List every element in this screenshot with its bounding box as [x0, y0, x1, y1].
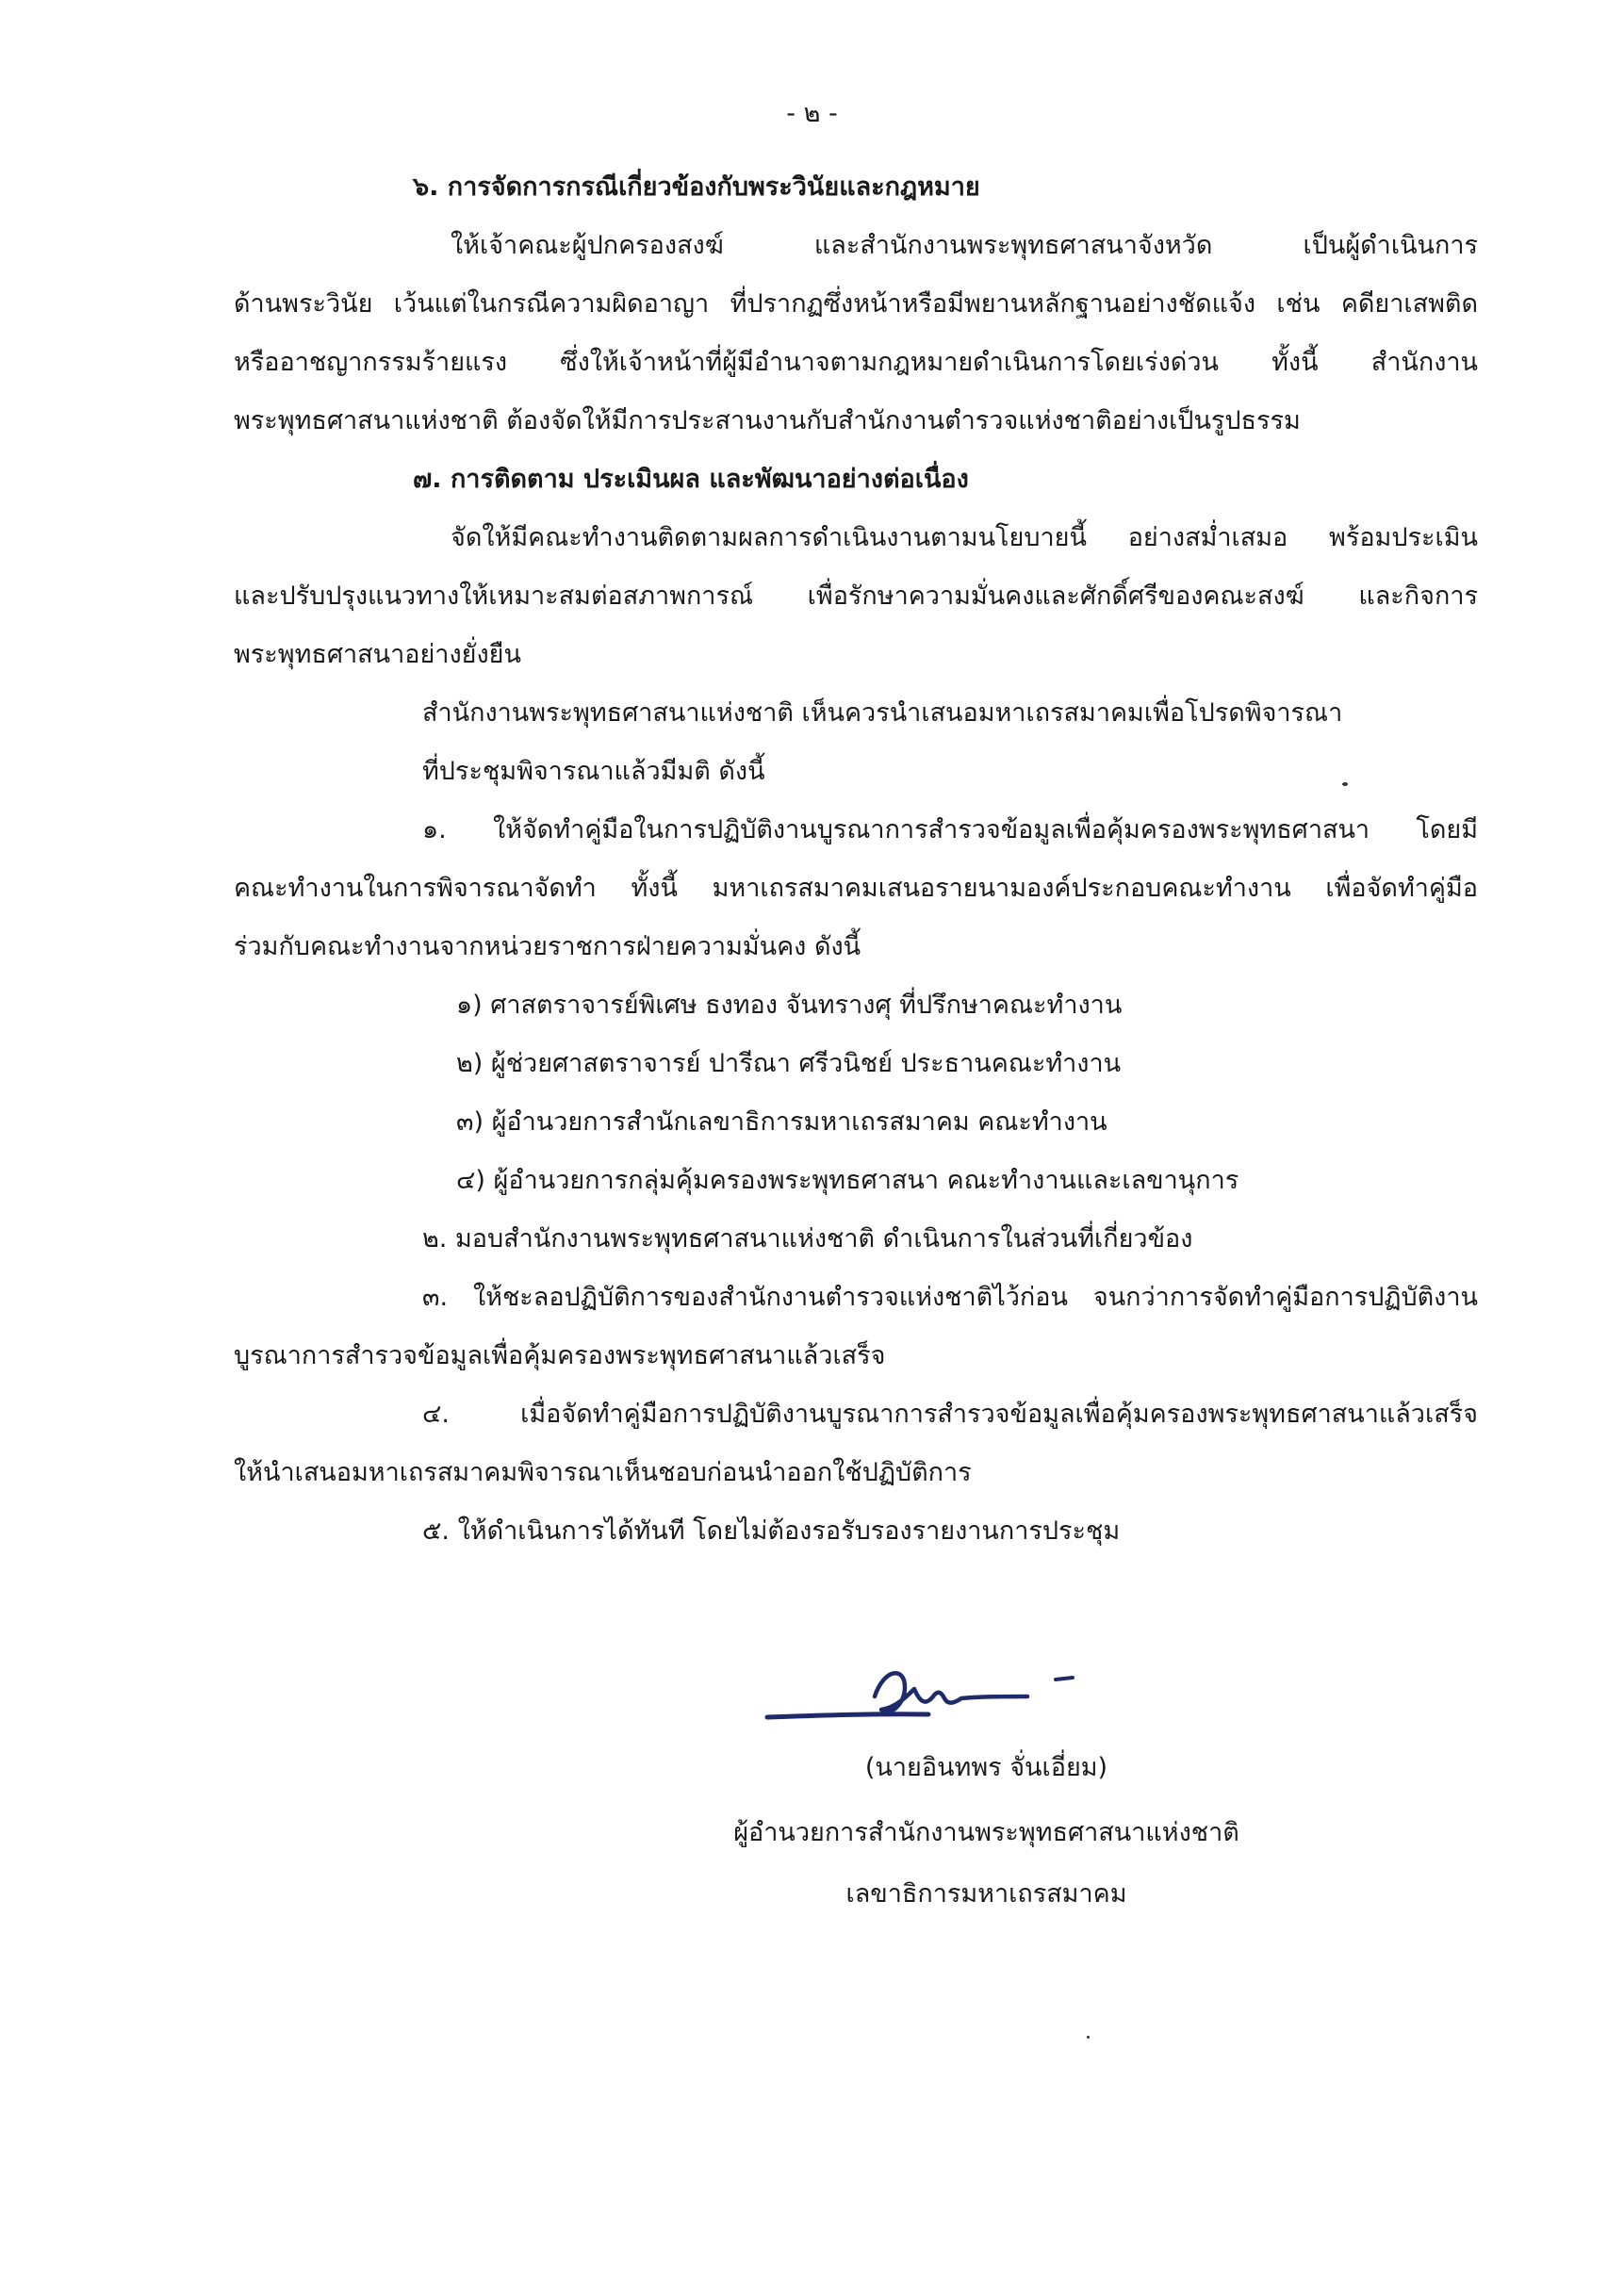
- member-1: ๑) ศาสตราจารย์พิเศษ ธงทอง จันทรางศุ ที่ปรึกษาคณะทำงาน: [456, 991, 1123, 1020]
- resolution-1-line-2: คณะทำงานในการพิจารณาจัดทำ ทั้งนี้ มหาเถรสมาคมเสนอรายนามองค์ประกอบคณะทำงาน เพื่อจัดทำคู่มือ: [234, 874, 1478, 903]
- section7-line-3: พระพุทธศาสนาอย่างยั่งยืน: [234, 640, 521, 669]
- member-2: ๒) ผู้ช่วยศาสตราจารย์ ปารีณา ศรีวนิชย์ ประธานคณะทำงาน: [456, 1049, 1122, 1078]
- section6-line-4: พระพุทธศาสนาแห่งชาติ ต้องจัดให้มีการประสานงานกับสำนักงานตำรวจแห่งชาติอย่างเป็นรูปธรรม: [234, 406, 1301, 435]
- signatory-subtitle: เลขาธิการมหาเถรสมาคม: [845, 1879, 1127, 1909]
- resolution-1-line-3: ร่วมกับคณะทำงานจากหน่วยราชการฝ่ายความมั่นคง ดังนี้: [234, 932, 861, 961]
- resolution-4-line-1: ๔. เมื่อจัดทำคู่มือการปฏิบัติงานบูรณาการสำรวจข้อมูลเพื่อคุ้มครองพระพุทธศาสนาแล้วเสร็จ: [422, 1400, 1478, 1429]
- signatory-title: ผู้อำนวยการสำนักงานพระพุทธศาสนาแห่งชาติ: [733, 1818, 1239, 1847]
- resolution-4-line-2: ให้นำเสนอมหาเถรสมาคมพิจารณาเห็นชอบก่อนนำออกใช้ปฏิบัติการ: [234, 1458, 972, 1487]
- resolution-3-line-2: บูรณาการสำรวจข้อมูลเพื่อคุ้มครองพระพุทธศาสนาแล้วเสร็จ: [234, 1341, 886, 1370]
- resolution-1-line-1: ๑. ให้จัดทำคู่มือในการปฏิบัติงานบูรณาการสำรวจข้อมูลเพื่อคุ้มครองพระพุทธศาสนา โดยมี: [422, 815, 1478, 844]
- resolution-5: ๕. ให้ดำเนินการได้ทันที โดยไม่ต้องรอรับรองรายงานการประชุม: [422, 1516, 1121, 1546]
- resolution-intro: ที่ประชุมพิจารณาแล้วมีมติ ดังนี้: [422, 757, 765, 786]
- signature-block: [0, 1640, 1624, 2036]
- section6-line-1: ให้เจ้าคณะผู้ปกครองสงฆ์ และสำนักงานพระพุทธศาสนาจังหวัด เป็นผู้ดำเนินการ: [451, 231, 1478, 260]
- section7-line-2: และปรับปรุงแนวทางให้เหมาะสมต่อสภาพการณ์ เพื่อรักษาความมั่นคงและศักดิ์ศรีของคณะสงฆ์ และกิจการ: [234, 582, 1478, 611]
- scan-speck: [1087, 2036, 1090, 2039]
- proposal-text: สำนักงานพระพุทธศาสนาแห่งชาติ เห็นควรนำเสนอมหาเถรสมาคมเพื่อโปรดพิจารณา: [422, 698, 1343, 728]
- section7-heading: ๗. การติดตาม ประเมินผล และพัฒนาอย่างต่อเนื่อง: [413, 465, 969, 494]
- section7-line-1: จัดให้มีคณะทำงานติดตามผลการดำเนินงานตามนโยบายนี้ อย่างสม่ำเสมอ พร้อมประเมิน: [451, 523, 1478, 552]
- member-3: ๓) ผู้อำนวยการสำนักเลขาธิการมหาเถรสมาคม คณะทำงาน: [456, 1107, 1107, 1137]
- handwritten-signature: [763, 1640, 1084, 1744]
- document-body: [234, 158, 1478, 1561]
- section6-line-3: หรืออาชญากรรมร้ายแรง ซึ่งให้เจ้าหน้าที่ผู้มีอำนาจตามกฎหมายดำเนินการโดยเร่งด่วน ทั้งนี้ สำนักงาน: [234, 348, 1478, 377]
- signatory-name: (นายอินทพร จั่นเอี่ยม): [864, 1753, 1108, 1782]
- section6-line-2: ด้านพระวินัย เว้นแต่ในกรณีความผิดอาญา ที่ปรากฏซึ่งหน้าหรือมีพยานหลักฐานอย่างชัดแจ้ง เช่น คดียาเสพติด: [234, 289, 1478, 319]
- page-number: - ๒ -: [786, 99, 838, 128]
- resolution-3-line-1: ๓. ให้ชะลอปฏิบัติการของสำนักงานตำรวจแห่งชาติไว้ก่อน จนกว่าการจัดทำคู่มือการปฏิบัติงาน: [422, 1283, 1478, 1312]
- member-4: ๔) ผู้อำนวยการกลุ่มคุ้มครองพระพุทธศาสนา คณะทำงานและเลขานุการ: [456, 1166, 1239, 1195]
- resolution-2: ๒. มอบสำนักงานพระพุทธศาสนาแห่งชาติ ดำเนินการในส่วนที่เกี่ยวข้อง: [422, 1224, 1193, 1254]
- scan-speck: [1342, 782, 1348, 786]
- section6-heading: ๖. การจัดการกรณีเกี่ยวข้องกับพระวินัยและกฎหมาย: [413, 172, 980, 202]
